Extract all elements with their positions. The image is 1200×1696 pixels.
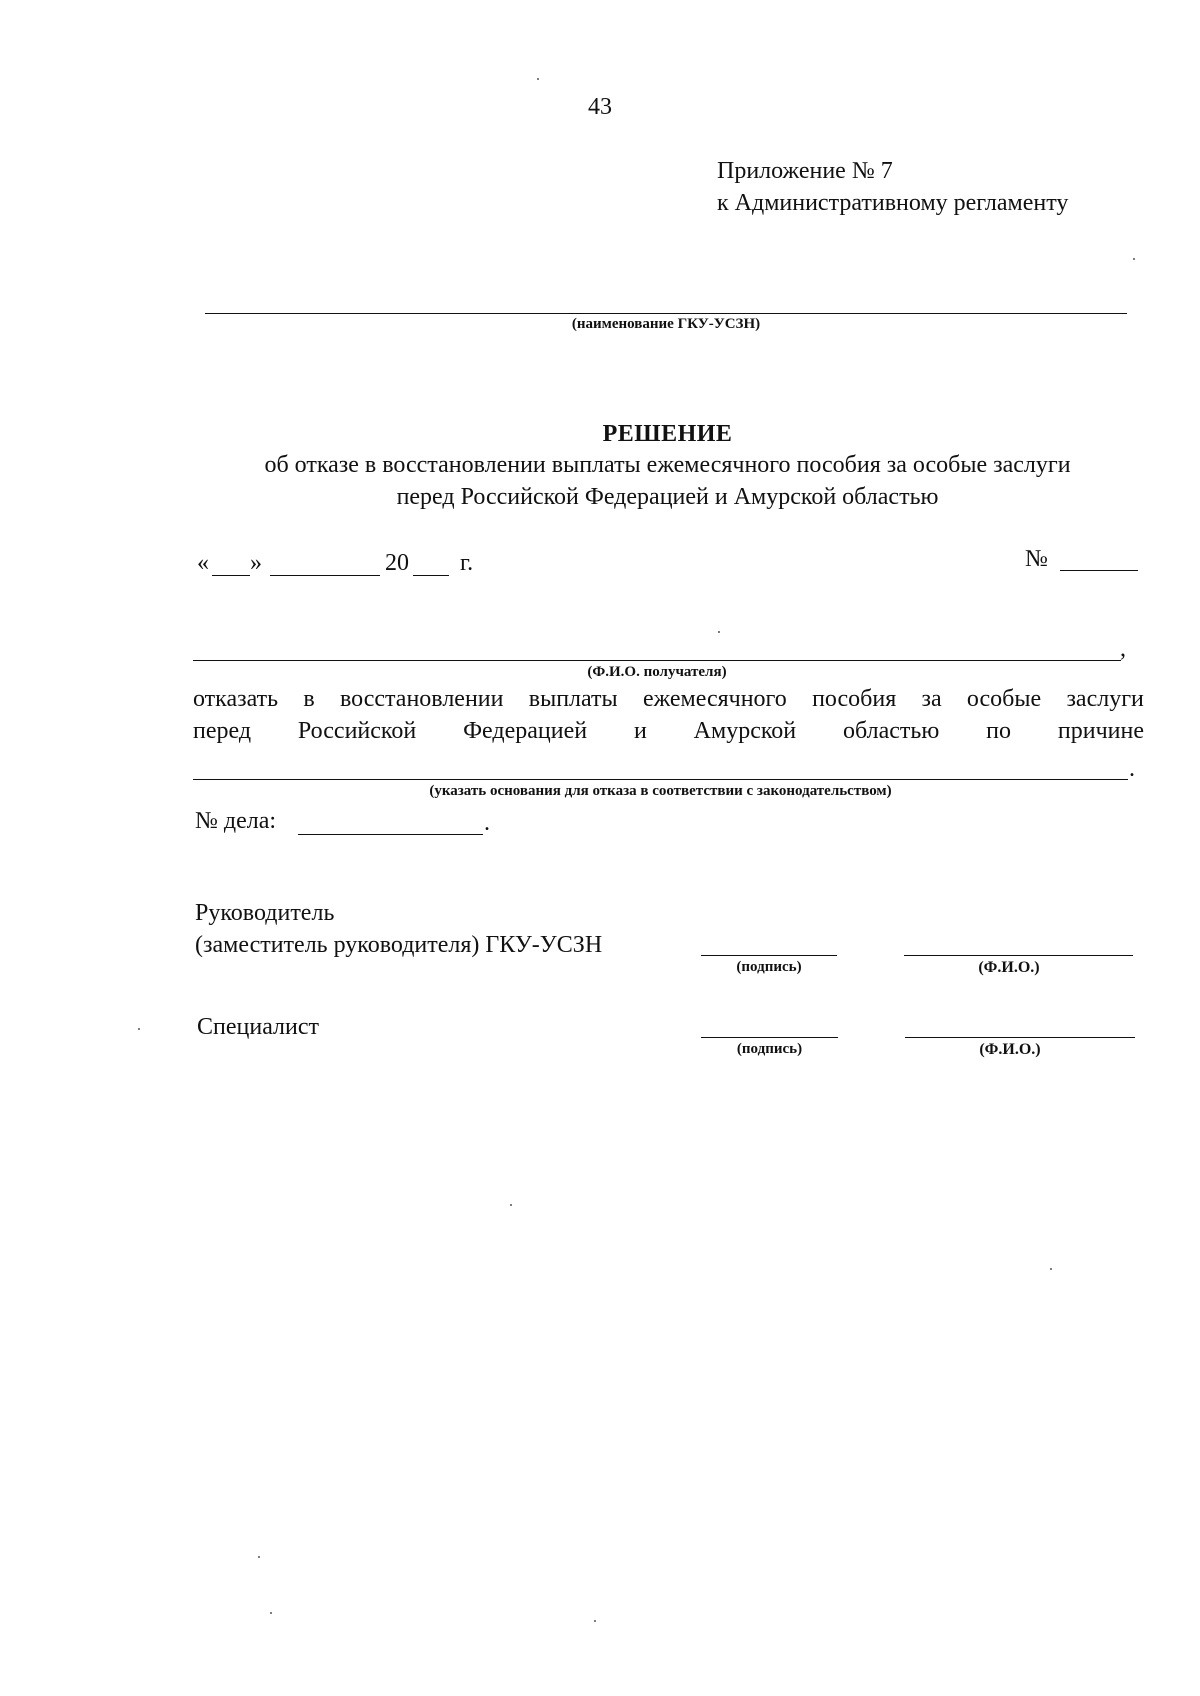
decision-word: Амурской: [693, 718, 797, 744]
recipient-comma: ,: [1120, 636, 1126, 662]
document-subtitle-line1: об отказе в восстановлении выплаты ежемесячного пособия за особые заслуги: [264, 452, 1071, 478]
specialist-name-caption: (Ф.И.О.): [979, 1041, 1041, 1058]
decision-text-line1: [193, 686, 1144, 713]
date-year-blank[interactable]: [413, 575, 449, 576]
reason-period: .: [1129, 756, 1135, 782]
specialist-label: Специалист: [197, 1014, 320, 1040]
scan-speck: [1133, 258, 1135, 260]
date-close-quote: »: [250, 550, 262, 576]
scan-speck: [258, 1556, 260, 1558]
decision-word: в: [303, 686, 315, 712]
decision-word: и: [633, 718, 647, 744]
decision-word: за: [921, 686, 942, 712]
decision-word: причине: [1057, 718, 1144, 744]
date-month-blank[interactable]: [270, 575, 380, 576]
scan-speck: [537, 78, 539, 80]
decision-word: заслуги: [1066, 686, 1144, 712]
decision-word: отказать: [193, 686, 279, 712]
scan-speck: [594, 1620, 596, 1622]
scan-speck: [138, 1028, 140, 1030]
scan-speck: [1050, 1268, 1052, 1270]
decision-word: перед: [193, 718, 252, 744]
case-number-label: № дела:: [195, 808, 277, 834]
head-signature-caption: (подпись): [736, 959, 802, 975]
decision-word: по: [986, 718, 1011, 744]
document-number-blank[interactable]: [1060, 570, 1138, 571]
decision-word: восстановлении: [339, 686, 504, 712]
decision-word: ежемесячного: [642, 686, 787, 712]
decision-word: Федерацией: [463, 718, 588, 744]
date-year-suffix: г.: [460, 550, 474, 576]
decision-text-line2: [193, 718, 1144, 745]
decision-word: пособия: [812, 686, 897, 712]
org-name-caption: (наименование ГКУ-УСЗН): [571, 316, 761, 332]
appendix-number: Приложение № 7: [717, 158, 893, 184]
scan-speck: [718, 631, 720, 633]
date-day-blank[interactable]: [212, 575, 250, 576]
head-title-line1: Руководитель: [195, 900, 335, 926]
org-name-line: [205, 313, 1127, 314]
case-number-blank[interactable]: [298, 834, 483, 835]
reason-line[interactable]: [193, 779, 1128, 780]
document-title: РЕШЕНИЕ: [602, 421, 733, 447]
head-signature-line[interactable]: [701, 955, 837, 956]
recipient-name-line[interactable]: [193, 660, 1121, 661]
scan-speck: [510, 1204, 512, 1206]
decision-word: областью: [843, 718, 940, 744]
specialist-signature-caption: (подпись): [736, 1041, 803, 1057]
document-number-sign: №: [1025, 546, 1048, 572]
scan-speck: [270, 1612, 272, 1614]
reason-caption: (указать основания для отказа в соответствии с законодательством): [429, 783, 892, 799]
head-name-caption: (Ф.И.О.): [978, 959, 1040, 976]
page-number: 43: [588, 94, 612, 120]
head-title-line2: (заместитель руководителя) ГКУ-УСЗН: [195, 932, 603, 958]
case-number-period: .: [484, 810, 490, 836]
date-year-prefix: 20: [385, 550, 409, 576]
head-name-line[interactable]: [904, 955, 1133, 956]
document-subtitle-line2: перед Российской Федерацией и Амурской областью: [396, 484, 939, 510]
date-open-quote: «: [197, 550, 209, 576]
decision-word: Российской: [297, 718, 417, 744]
specialist-signature-line[interactable]: [701, 1037, 838, 1038]
recipient-name-caption: (Ф.И.О. получателя): [587, 664, 727, 680]
appendix-reference: к Административному регламенту: [717, 190, 1069, 216]
specialist-name-line[interactable]: [905, 1037, 1135, 1038]
decision-word: особые: [966, 686, 1042, 712]
decision-word: выплаты: [528, 686, 618, 712]
